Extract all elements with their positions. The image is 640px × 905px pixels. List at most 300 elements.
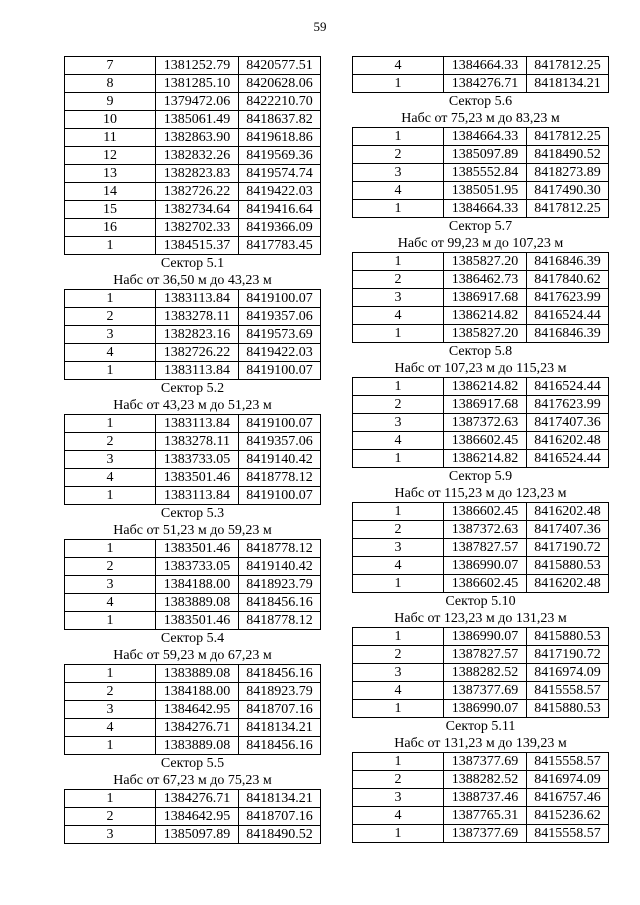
coordinate-x-cell: 1386602.45 [444, 432, 527, 450]
coordinate-y-cell: 8418490.52 [239, 826, 321, 844]
table-row [353, 521, 609, 539]
table-row [353, 200, 609, 218]
coordinate-x-cell: 1386917.68 [444, 289, 527, 307]
point-number-cell: 2 [353, 271, 444, 289]
coordinate-y-cell: 8419100.07 [239, 487, 321, 505]
coordinate-y-cell: 8419422.03 [239, 344, 321, 362]
coordinate-y-cell: 8418778.12 [239, 469, 321, 487]
coordinate-y-cell: 8415880.53 [527, 557, 609, 575]
coordinate-x-cell: 1385827.20 [444, 325, 527, 343]
coordinate-y-cell: 8418134.21 [239, 719, 321, 737]
table-row [353, 753, 609, 771]
table-row [353, 700, 609, 718]
coordinate-x-cell: 1384188.00 [156, 576, 239, 594]
table-row [65, 594, 321, 612]
table-row [65, 701, 321, 719]
point-number-cell: 2 [65, 558, 156, 576]
sector-title: Сектор 5.9 [448, 468, 513, 484]
coordinate-y-cell: 8419569.36 [239, 147, 321, 165]
coordinate-y-cell: 8420577.51 [239, 57, 321, 75]
coordinate-y-cell: 8419357.06 [239, 308, 321, 326]
sector-height-range-row [65, 772, 321, 790]
coordinate-y-cell: 8415880.53 [527, 700, 609, 718]
coordinate-x-cell: 1384664.33 [444, 57, 527, 75]
point-number-cell: 3 [65, 576, 156, 594]
table-row [65, 487, 321, 505]
table-row [65, 75, 321, 93]
sector-heading-row [65, 755, 321, 773]
table-row [65, 308, 321, 326]
coordinate-x-cell: 1383113.84 [156, 362, 239, 380]
coordinate-y-cell: 8418923.79 [239, 683, 321, 701]
point-number-cell: 2 [353, 771, 444, 789]
point-number-cell: 1 [65, 415, 156, 433]
coordinate-x-cell: 1384642.95 [156, 701, 239, 719]
table-row [353, 414, 609, 432]
point-number-cell: 1 [353, 628, 444, 646]
sector-heading-row [65, 380, 321, 398]
point-number-cell: 1 [353, 700, 444, 718]
coordinate-y-cell: 8417190.72 [527, 646, 609, 664]
coordinate-y-cell: 8418134.21 [527, 75, 609, 93]
coordinate-x-cell: 1387377.69 [444, 825, 527, 843]
coordinate-y-cell: 8417407.36 [527, 521, 609, 539]
point-number-cell: 3 [353, 664, 444, 682]
coordinate-x-cell: 1386462.73 [444, 271, 527, 289]
coordinate-x-cell: 1384664.33 [444, 200, 527, 218]
coordinate-x-cell: 1383278.11 [156, 308, 239, 326]
coordinate-y-cell: 8415880.53 [527, 628, 609, 646]
table-row [353, 807, 609, 825]
point-number-cell: 1 [353, 75, 444, 93]
sector-height-range-row [353, 360, 609, 378]
coordinate-x-cell: 1387372.63 [444, 414, 527, 432]
point-number-cell: 4 [353, 807, 444, 825]
table-row [65, 469, 321, 487]
coordinate-x-cell: 1382823.83 [156, 165, 239, 183]
point-number-cell: 14 [65, 183, 156, 201]
coordinate-x-cell: 1383113.84 [156, 415, 239, 433]
point-number-cell: 2 [65, 433, 156, 451]
table-row [353, 664, 609, 682]
point-number-cell: 1 [65, 540, 156, 558]
coordinate-y-cell: 8422210.70 [239, 93, 321, 111]
coordinate-y-cell: 8415558.57 [527, 825, 609, 843]
sector-height-range: Набс от 43,23 м до 51,23 м [65, 397, 321, 415]
coordinate-y-cell: 8418707.16 [239, 808, 321, 826]
sector-title: Сектор 5.4 [160, 630, 225, 646]
table-row [65, 111, 321, 129]
sector-height-range: Набс от 107,23 м до 115,23 м [353, 360, 609, 378]
table-row [65, 790, 321, 808]
point-number-cell: 12 [65, 147, 156, 165]
point-number-cell: 1 [353, 200, 444, 218]
coordinate-x-cell: 1385097.89 [156, 826, 239, 844]
sector-title: Сектор 5.1 [160, 255, 225, 271]
sector-height-range-row [65, 647, 321, 665]
coordinate-y-cell: 8419140.42 [239, 451, 321, 469]
table-row [353, 325, 609, 343]
point-number-cell: 4 [65, 469, 156, 487]
point-number-cell: 10 [65, 111, 156, 129]
sector-height-range-row [65, 397, 321, 415]
point-number-cell: 7 [65, 57, 156, 75]
coordinate-x-cell: 1387377.69 [444, 753, 527, 771]
point-number-cell: 4 [353, 57, 444, 75]
coordinate-y-cell: 8417783.45 [239, 237, 321, 255]
coordinate-x-cell: 1383889.08 [156, 665, 239, 683]
sector-title: Сектор 5.8 [448, 343, 513, 359]
coordinate-y-cell: 8416202.48 [527, 503, 609, 521]
coordinate-x-cell: 1386990.07 [444, 557, 527, 575]
coordinate-x-cell: 1387765.31 [444, 807, 527, 825]
point-number-cell: 3 [353, 539, 444, 557]
table-row [65, 219, 321, 237]
table-row [353, 128, 609, 146]
coordinate-x-cell: 1384276.71 [444, 75, 527, 93]
coordinate-y-cell: 8418707.16 [239, 701, 321, 719]
coordinate-x-cell: 1381285.10 [156, 75, 239, 93]
sector-heading-row [353, 718, 609, 736]
coordinates-table-right [352, 56, 609, 843]
table-row [65, 93, 321, 111]
table-row [353, 57, 609, 75]
table-body-left [65, 57, 321, 844]
point-number-cell: 1 [65, 290, 156, 308]
table-row [353, 271, 609, 289]
coordinate-x-cell: 1386214.82 [444, 378, 527, 396]
coordinate-y-cell: 8417623.99 [527, 289, 609, 307]
coordinate-y-cell: 8419100.07 [239, 362, 321, 380]
point-number-cell: 1 [353, 825, 444, 843]
point-number-cell: 1 [353, 753, 444, 771]
sector-height-range-row [353, 110, 609, 128]
point-number-cell: 3 [353, 414, 444, 432]
coordinate-x-cell: 1383889.08 [156, 737, 239, 755]
point-number-cell: 4 [353, 182, 444, 200]
coordinate-x-cell: 1388282.52 [444, 771, 527, 789]
coordinate-x-cell: 1383501.46 [156, 540, 239, 558]
coordinate-y-cell: 8417812.25 [527, 57, 609, 75]
sector-height-range: Набс от 75,23 м до 83,23 м [353, 110, 609, 128]
sector-title: Сектор 5.7 [448, 218, 513, 234]
point-number-cell: 2 [353, 146, 444, 164]
sector-height-range-row [65, 522, 321, 540]
coordinate-x-cell: 1386990.07 [444, 700, 527, 718]
coordinate-y-cell: 8418134.21 [239, 790, 321, 808]
coordinate-y-cell: 8416524.44 [527, 450, 609, 468]
point-number-cell: 1 [65, 665, 156, 683]
coordinate-x-cell: 1382726.22 [156, 183, 239, 201]
table-row [353, 253, 609, 271]
sector-height-range: Набс от 123,23 м до 131,23 м [353, 610, 609, 628]
sector-title: Сектор 5.10 [445, 593, 516, 609]
point-number-cell: 2 [65, 683, 156, 701]
sector-height-range-row [353, 485, 609, 503]
coordinates-table-left [64, 56, 321, 844]
coordinate-x-cell: 1384664.33 [444, 128, 527, 146]
table-row [65, 451, 321, 469]
point-number-cell: 3 [65, 326, 156, 344]
point-number-cell: 8 [65, 75, 156, 93]
point-number-cell: 2 [353, 646, 444, 664]
table-row [65, 129, 321, 147]
coordinate-x-cell: 1379472.06 [156, 93, 239, 111]
sector-heading-row [353, 93, 609, 111]
table-row [65, 165, 321, 183]
coordinate-x-cell: 1386917.68 [444, 396, 527, 414]
sector-heading-row [65, 255, 321, 273]
coordinate-x-cell: 1383501.46 [156, 612, 239, 630]
sector-title: Сектор 5.2 [160, 380, 225, 396]
point-number-cell: 4 [65, 594, 156, 612]
coordinate-y-cell: 8418923.79 [239, 576, 321, 594]
coordinate-y-cell: 8418778.12 [239, 612, 321, 630]
coordinate-x-cell: 1383733.05 [156, 558, 239, 576]
coordinate-x-cell: 1384515.37 [156, 237, 239, 255]
table-row [353, 450, 609, 468]
coordinate-y-cell: 8417623.99 [527, 396, 609, 414]
coordinate-x-cell: 1382702.33 [156, 219, 239, 237]
table-row [353, 575, 609, 593]
coordinate-x-cell: 1383889.08 [156, 594, 239, 612]
coordinate-x-cell: 1386214.82 [444, 450, 527, 468]
sector-title: Сектор 5.3 [160, 505, 225, 521]
table-row [353, 825, 609, 843]
table-row [65, 737, 321, 755]
point-number-cell: 2 [353, 521, 444, 539]
coordinate-y-cell: 8416974.09 [527, 771, 609, 789]
point-number-cell: 3 [353, 289, 444, 307]
table-row [353, 289, 609, 307]
coordinate-y-cell: 8417490.30 [527, 182, 609, 200]
table-row [353, 539, 609, 557]
sector-height-range-row [353, 735, 609, 753]
sector-heading-row [353, 593, 609, 611]
coordinate-x-cell: 1386602.45 [444, 503, 527, 521]
point-number-cell: 1 [353, 325, 444, 343]
table-row [65, 57, 321, 75]
sector-height-range: Набс от 59,23 м до 67,23 м [65, 647, 321, 665]
table-row [353, 646, 609, 664]
coordinate-x-cell: 1383278.11 [156, 433, 239, 451]
coordinate-y-cell: 8418490.52 [527, 146, 609, 164]
coordinate-y-cell: 8418637.82 [239, 111, 321, 129]
coordinate-y-cell: 8417190.72 [527, 539, 609, 557]
coordinate-y-cell: 8416202.48 [527, 432, 609, 450]
coordinate-y-cell: 8415558.57 [527, 682, 609, 700]
table-row [65, 808, 321, 826]
sector-height-range: Набс от 67,23 м до 75,23 м [65, 772, 321, 790]
table-row [353, 378, 609, 396]
coordinate-y-cell: 8420628.06 [239, 75, 321, 93]
sector-height-range-row [353, 235, 609, 253]
coordinate-y-cell: 8416524.44 [527, 307, 609, 325]
sector-title: Сектор 5.5 [160, 755, 225, 771]
point-number-cell: 4 [353, 557, 444, 575]
table-row [353, 682, 609, 700]
coordinate-y-cell: 8419140.42 [239, 558, 321, 576]
point-number-cell: 16 [65, 219, 156, 237]
point-number-cell: 4 [353, 682, 444, 700]
coordinate-x-cell: 1387372.63 [444, 521, 527, 539]
point-number-cell: 11 [65, 129, 156, 147]
coordinate-x-cell: 1387827.57 [444, 646, 527, 664]
coordinate-x-cell: 1382823.16 [156, 326, 239, 344]
coordinate-y-cell: 8415558.57 [527, 753, 609, 771]
table-row [65, 826, 321, 844]
point-number-cell: 1 [353, 575, 444, 593]
sector-heading-row [65, 630, 321, 648]
coordinate-y-cell: 8418456.16 [239, 594, 321, 612]
table-row [353, 182, 609, 200]
sector-height-range: Набс от 51,23 м до 59,23 м [65, 522, 321, 540]
point-number-cell: 4 [65, 719, 156, 737]
table-row [65, 147, 321, 165]
table-row [65, 415, 321, 433]
coordinate-y-cell: 8416974.09 [527, 664, 609, 682]
sector-title: Сектор 5.11 [445, 718, 516, 734]
coordinate-y-cell: 8416846.39 [527, 253, 609, 271]
table-row [65, 665, 321, 683]
coordinate-y-cell: 8418273.89 [527, 164, 609, 182]
coordinate-y-cell: 8419357.06 [239, 433, 321, 451]
point-number-cell: 3 [353, 789, 444, 807]
point-number-cell: 1 [65, 612, 156, 630]
coordinate-x-cell: 1384276.71 [156, 719, 239, 737]
table-row [353, 307, 609, 325]
table-row [353, 146, 609, 164]
table-row [65, 326, 321, 344]
coordinate-y-cell: 8417812.25 [527, 200, 609, 218]
table-row [353, 164, 609, 182]
sector-heading-row [65, 505, 321, 523]
coordinate-x-cell: 1384276.71 [156, 790, 239, 808]
point-number-cell: 3 [65, 701, 156, 719]
point-number-cell: 3 [65, 826, 156, 844]
point-number-cell: 1 [65, 362, 156, 380]
coordinate-y-cell: 8416846.39 [527, 325, 609, 343]
point-number-cell: 1 [65, 237, 156, 255]
point-number-cell: 2 [353, 396, 444, 414]
coordinate-x-cell: 1386602.45 [444, 575, 527, 593]
coordinate-x-cell: 1386214.82 [444, 307, 527, 325]
coordinate-x-cell: 1388282.52 [444, 664, 527, 682]
coordinate-x-cell: 1384188.00 [156, 683, 239, 701]
coordinate-y-cell: 8419573.69 [239, 326, 321, 344]
sector-height-range-row [65, 272, 321, 290]
table-row [65, 683, 321, 701]
table-row [65, 558, 321, 576]
table-row [65, 183, 321, 201]
coordinate-y-cell: 8416202.48 [527, 575, 609, 593]
table-row [353, 432, 609, 450]
table-body-right [353, 57, 609, 843]
coordinate-y-cell: 8416524.44 [527, 378, 609, 396]
table-row [353, 789, 609, 807]
coordinate-y-cell: 8419618.86 [239, 129, 321, 147]
coordinate-x-cell: 1387827.57 [444, 539, 527, 557]
coordinate-y-cell: 8418456.16 [239, 737, 321, 755]
point-number-cell: 1 [65, 790, 156, 808]
point-number-cell: 1 [353, 253, 444, 271]
coordinate-x-cell: 1385097.89 [444, 146, 527, 164]
coordinate-y-cell: 8418778.12 [239, 540, 321, 558]
point-number-cell: 13 [65, 165, 156, 183]
coordinate-x-cell: 1383113.84 [156, 290, 239, 308]
coordinate-y-cell: 8417840.62 [527, 271, 609, 289]
sector-heading-row [353, 468, 609, 486]
sector-height-range: Набс от 115,23 м до 123,23 м [353, 485, 609, 503]
coordinate-y-cell: 8419422.03 [239, 183, 321, 201]
point-number-cell: 1 [353, 450, 444, 468]
table-row [65, 612, 321, 630]
coordinate-y-cell: 8417407.36 [527, 414, 609, 432]
point-number-cell: 2 [65, 808, 156, 826]
coordinate-x-cell: 1386990.07 [444, 628, 527, 646]
coordinate-y-cell: 8417812.25 [527, 128, 609, 146]
point-number-cell: 4 [353, 307, 444, 325]
sector-height-range-row [353, 610, 609, 628]
table-row [353, 628, 609, 646]
point-number-cell: 3 [353, 164, 444, 182]
table-row [353, 557, 609, 575]
point-number-cell: 4 [65, 344, 156, 362]
table-row [65, 540, 321, 558]
coordinate-x-cell: 1383501.46 [156, 469, 239, 487]
coordinate-x-cell: 1382726.22 [156, 344, 239, 362]
point-number-cell: 1 [353, 503, 444, 521]
point-number-cell: 1 [65, 737, 156, 755]
sector-heading-row [353, 343, 609, 361]
sector-height-range: Набс от 131,23 м до 139,23 м [353, 735, 609, 753]
coordinate-x-cell: 1381252.79 [156, 57, 239, 75]
point-number-cell: 1 [353, 128, 444, 146]
coordinate-x-cell: 1383113.84 [156, 487, 239, 505]
coordinate-x-cell: 1387377.69 [444, 682, 527, 700]
coordinate-x-cell: 1382734.64 [156, 201, 239, 219]
table-row [65, 344, 321, 362]
table-row [65, 201, 321, 219]
table-row [65, 362, 321, 380]
table-row [353, 75, 609, 93]
table-row [353, 771, 609, 789]
point-number-cell: 1 [353, 378, 444, 396]
sector-height-range: Набс от 99,23 м до 107,23 м [353, 235, 609, 253]
coordinate-y-cell: 8416757.46 [527, 789, 609, 807]
coordinate-x-cell: 1382863.90 [156, 129, 239, 147]
table-row [353, 503, 609, 521]
table-row [353, 396, 609, 414]
table-row [65, 433, 321, 451]
page-number: 59 [313, 19, 327, 34]
point-number-cell: 9 [65, 93, 156, 111]
table-row [65, 719, 321, 737]
table-row [65, 576, 321, 594]
table-row [65, 237, 321, 255]
point-number-cell: 2 [65, 308, 156, 326]
coordinate-y-cell: 8419100.07 [239, 415, 321, 433]
coordinate-x-cell: 1385061.49 [156, 111, 239, 129]
table-row [65, 290, 321, 308]
coordinate-y-cell: 8419574.74 [239, 165, 321, 183]
sector-heading-row [353, 218, 609, 236]
coordinate-y-cell: 8415236.62 [527, 807, 609, 825]
coordinate-y-cell: 8418456.16 [239, 665, 321, 683]
coordinate-x-cell: 1385827.20 [444, 253, 527, 271]
coordinate-x-cell: 1383733.05 [156, 451, 239, 469]
sector-title: Сектор 5.6 [448, 93, 513, 109]
